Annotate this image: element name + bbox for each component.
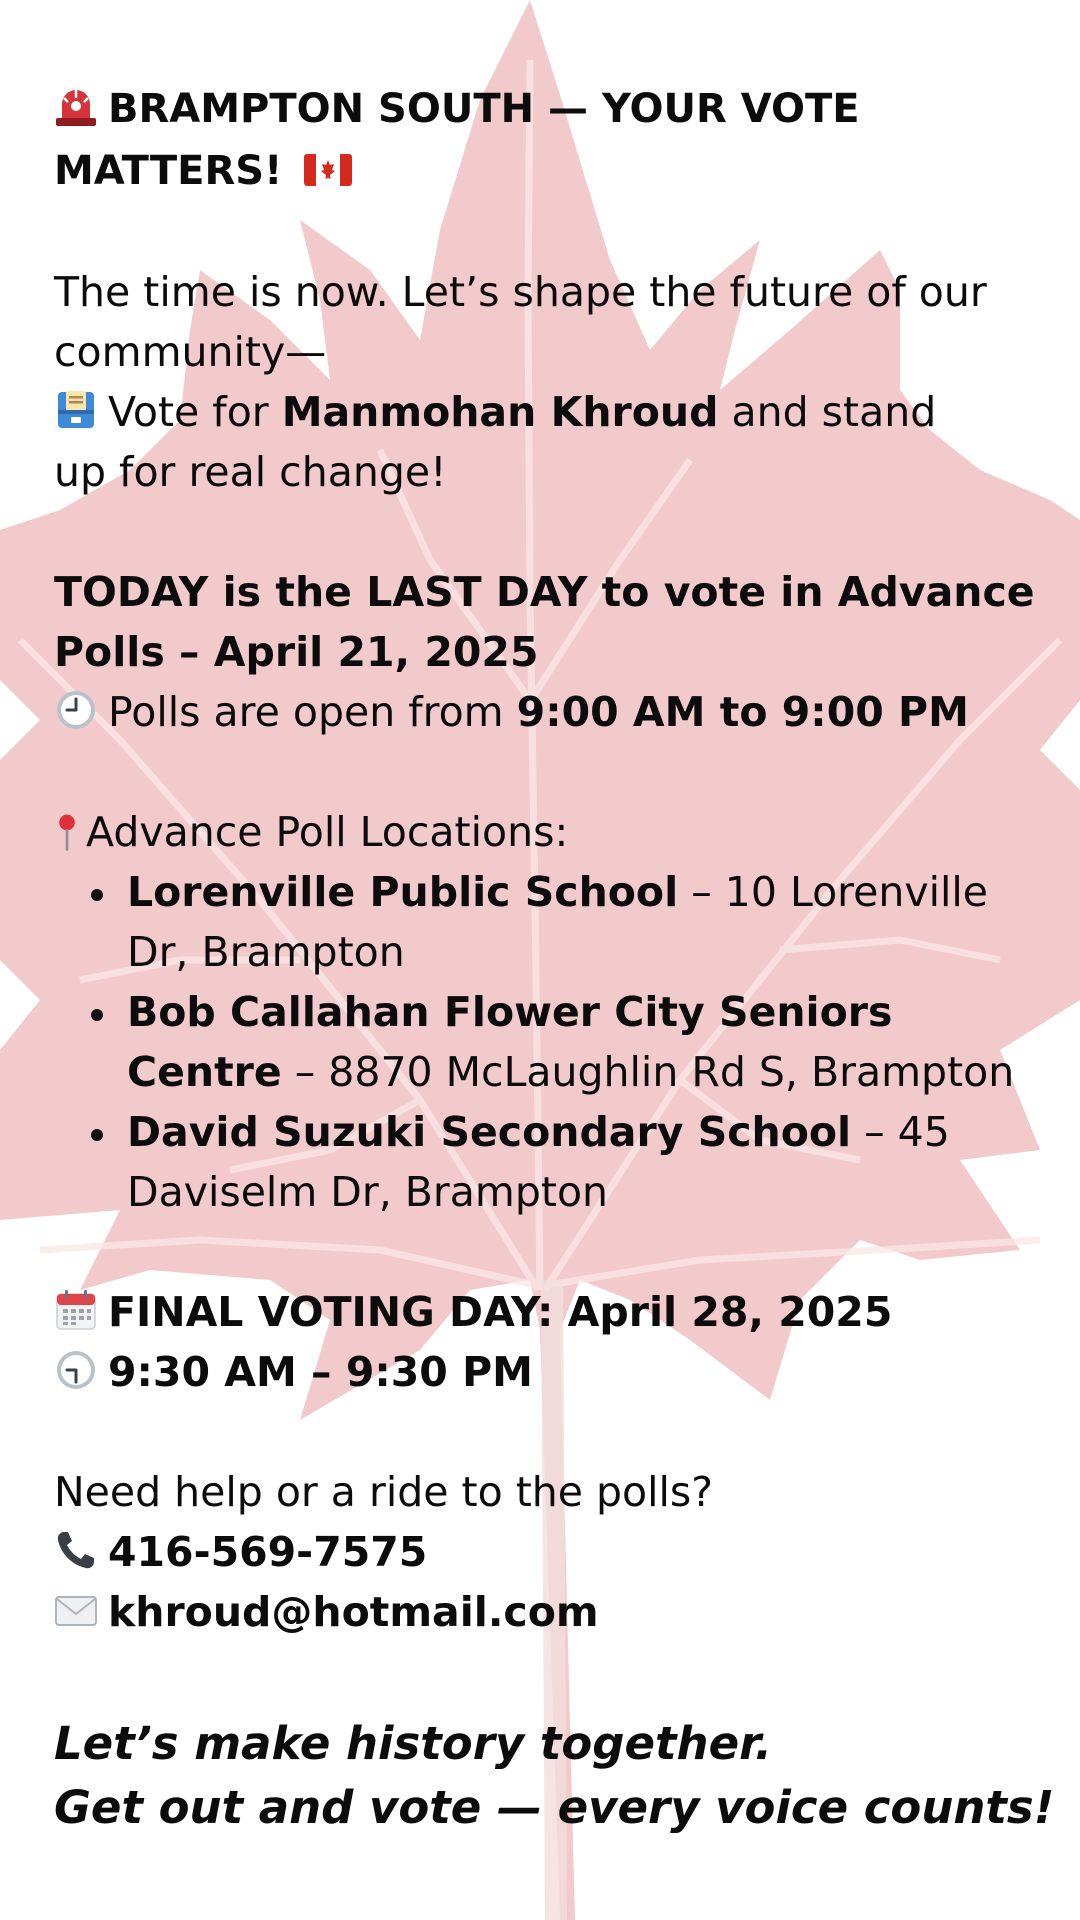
intro-line-2: community— xyxy=(54,328,327,376)
phone-icon xyxy=(54,1528,98,1572)
location-name: Lorenville Public School xyxy=(127,868,679,916)
advance-line-2: Polls – April 21, 2025 xyxy=(54,628,539,676)
list-item xyxy=(127,982,1027,1102)
final-day-hours: 9:30 AM – 9:30 PM xyxy=(108,1348,533,1396)
closing-line-2: Get out and vote — every voice counts! xyxy=(54,1781,1055,1834)
headline-line-1: BRAMPTON SOUTH — YOUR VOTE xyxy=(108,86,860,132)
closing-message xyxy=(54,1712,1055,1840)
envelope-icon xyxy=(54,1588,98,1632)
headline-line-2: MATTERS! xyxy=(54,148,283,194)
police-light-icon xyxy=(54,84,98,128)
calendar-icon xyxy=(54,1288,98,1332)
email-line xyxy=(54,1582,1034,1642)
final-day-label: FINAL VOTING DAY: April 28, 2025 xyxy=(108,1288,893,1336)
pin-icon xyxy=(54,812,80,852)
candidate-name: Manmohan Khroud xyxy=(281,388,719,436)
phone-number[interactable]: 416-569-7575 xyxy=(108,1528,428,1576)
flyer-content xyxy=(54,78,1055,1840)
location-address: – 8870 McLaughlin Rd S, Brampton xyxy=(281,1048,1015,1096)
advance-hours: 9:00 AM to 9:00 PM xyxy=(516,688,969,736)
headline xyxy=(54,78,934,202)
advance-line-1: TODAY is the LAST DAY to vote in Advance xyxy=(54,568,1035,616)
vote-line xyxy=(54,382,1034,442)
vote-prefix: Vote for xyxy=(108,388,282,436)
ballot-box-icon xyxy=(54,388,98,432)
locations-heading: Advance Poll Locations: xyxy=(86,808,569,856)
intro-line-4: up for real change! xyxy=(54,448,447,496)
help-text: Need help or a ride to the polls? xyxy=(54,1468,714,1516)
location-address: – 45 Daviselm Dr, Brampton xyxy=(127,1108,950,1216)
vote-suffix: and stand xyxy=(718,388,937,436)
location-address: – 10 Lorenville Dr, Brampton xyxy=(127,868,988,976)
intro-line-1: The time is now. Let’s shape the future of our xyxy=(54,268,987,316)
email-address[interactable]: khroud@hotmail.com xyxy=(108,1588,599,1636)
phone-line xyxy=(54,1522,1034,1582)
clock-icon xyxy=(54,688,98,732)
canada-flag-icon xyxy=(304,153,352,187)
closing-line-1: Let’s make history together. xyxy=(54,1717,772,1770)
hours-prefix: Polls are open from xyxy=(108,688,517,736)
location-name: Bob Callahan Flower City Seniors Centre xyxy=(127,988,893,1096)
advance-hours-line xyxy=(54,682,1034,742)
list-item xyxy=(127,862,1027,982)
location-name: David Suzuki Secondary School xyxy=(127,1108,852,1156)
locations-heading-line xyxy=(54,802,1034,862)
final-day-line xyxy=(54,1282,1034,1342)
location-list xyxy=(54,862,1034,1222)
final-hours-line xyxy=(54,1342,1034,1402)
clock-icon xyxy=(54,1348,98,1392)
list-item xyxy=(127,1102,1027,1222)
